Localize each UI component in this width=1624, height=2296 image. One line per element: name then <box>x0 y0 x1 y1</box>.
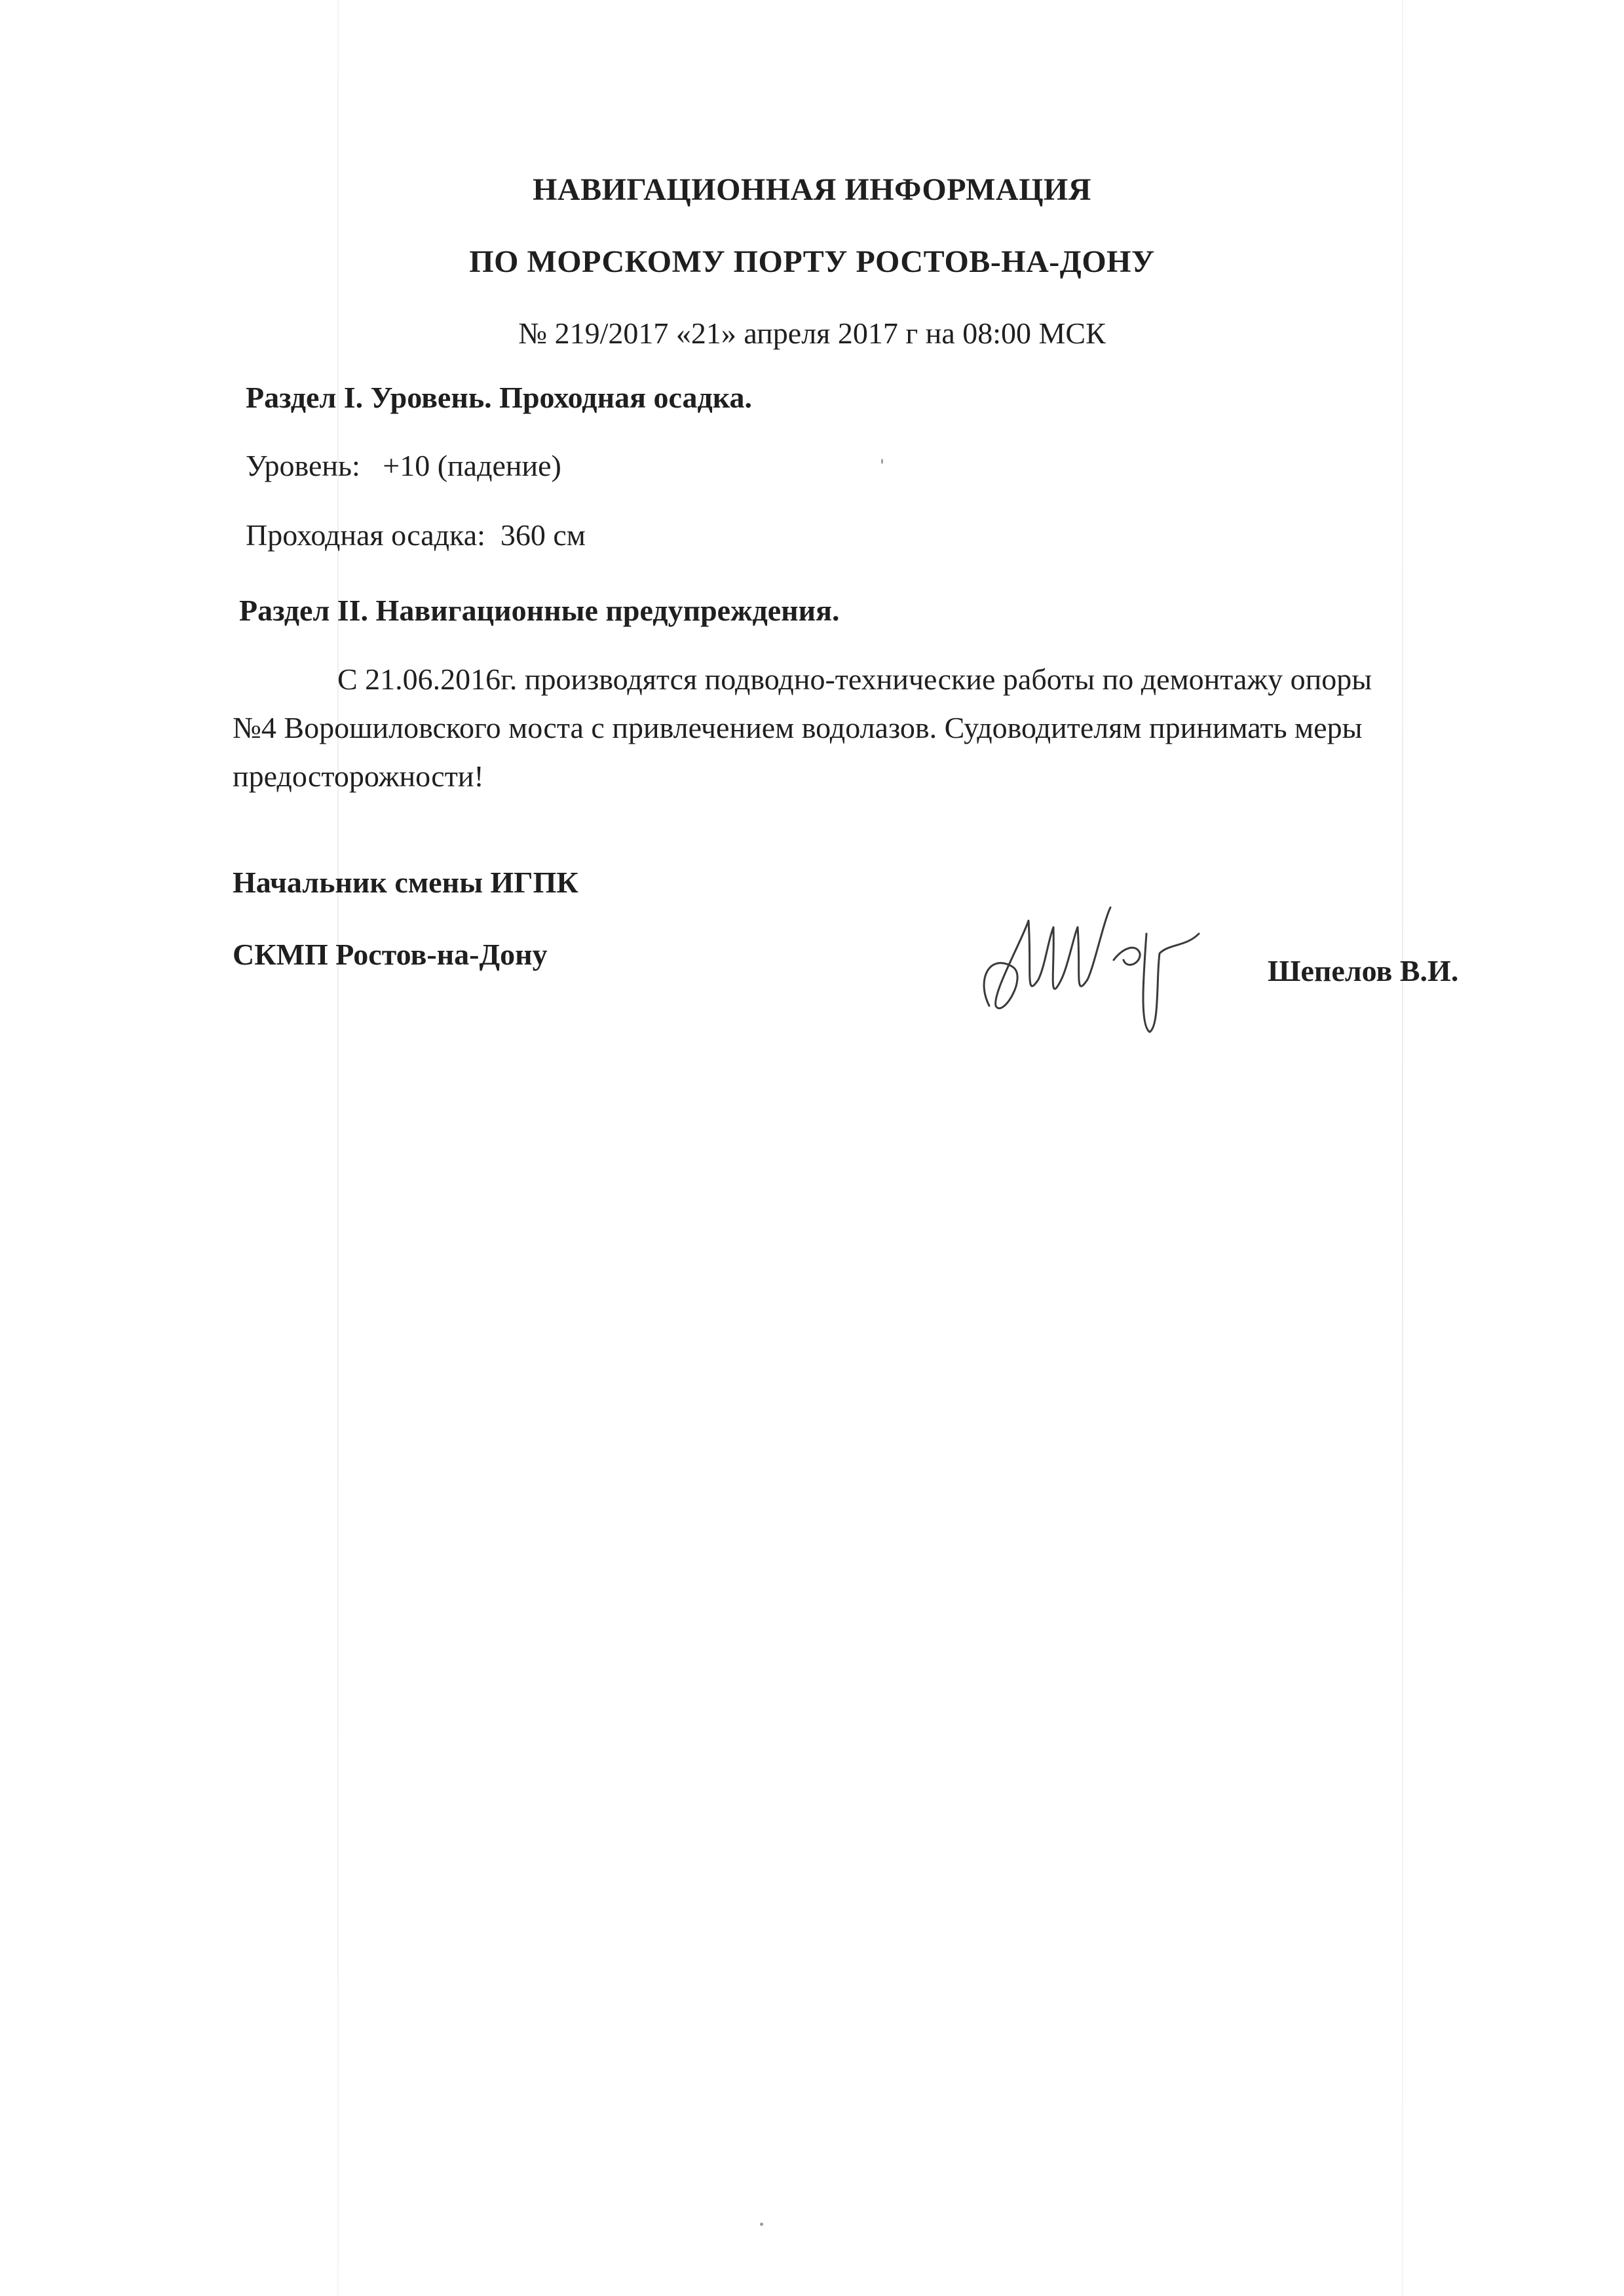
handwritten-signature <box>963 881 1225 1052</box>
draft-row <box>246 518 586 552</box>
level-row <box>246 448 561 483</box>
signatory-name: Шепелов В.И. <box>1268 954 1459 987</box>
warning-paragraph <box>233 655 1484 801</box>
issue-number-date: № 219/2017 «21» апреля 2017 г на 08:00 МСК <box>518 316 1106 350</box>
section2-heading: Раздел II. Навигационные предупреждения. <box>239 594 840 627</box>
level-label: Уровень: <box>246 449 360 482</box>
signatory-position-line1: Начальник смены ИГПК <box>233 866 578 899</box>
signatory-position-line2: СКМП Ростов-на-Дону <box>233 938 548 971</box>
draft-value: 360 см <box>500 518 586 552</box>
section1-heading: Раздел I. Уровень. Проходная осадка. <box>246 381 753 414</box>
document-title-line2: ПО МОРСКОМУ ПОРТУ РОСТОВ-НА-ДОНУ <box>469 244 1155 279</box>
warning-line: предосторожности! <box>233 759 484 793</box>
draft-label: Проходная осадка: <box>246 518 485 552</box>
scan-speck <box>760 2223 763 2226</box>
warning-line: С 21.06.2016г. производятся подводно-технические работы по демонтажу опоры <box>337 662 1372 696</box>
warning-line: №4 Ворошиловского моста с привлечением водолазов. Судоводителям принимать меры <box>233 711 1363 744</box>
level-value: +10 (падение) <box>383 449 561 482</box>
document-title-line1: НАВИГАЦИОННАЯ ИНФОРМАЦИЯ <box>533 172 1091 207</box>
scan-speck <box>881 459 883 464</box>
